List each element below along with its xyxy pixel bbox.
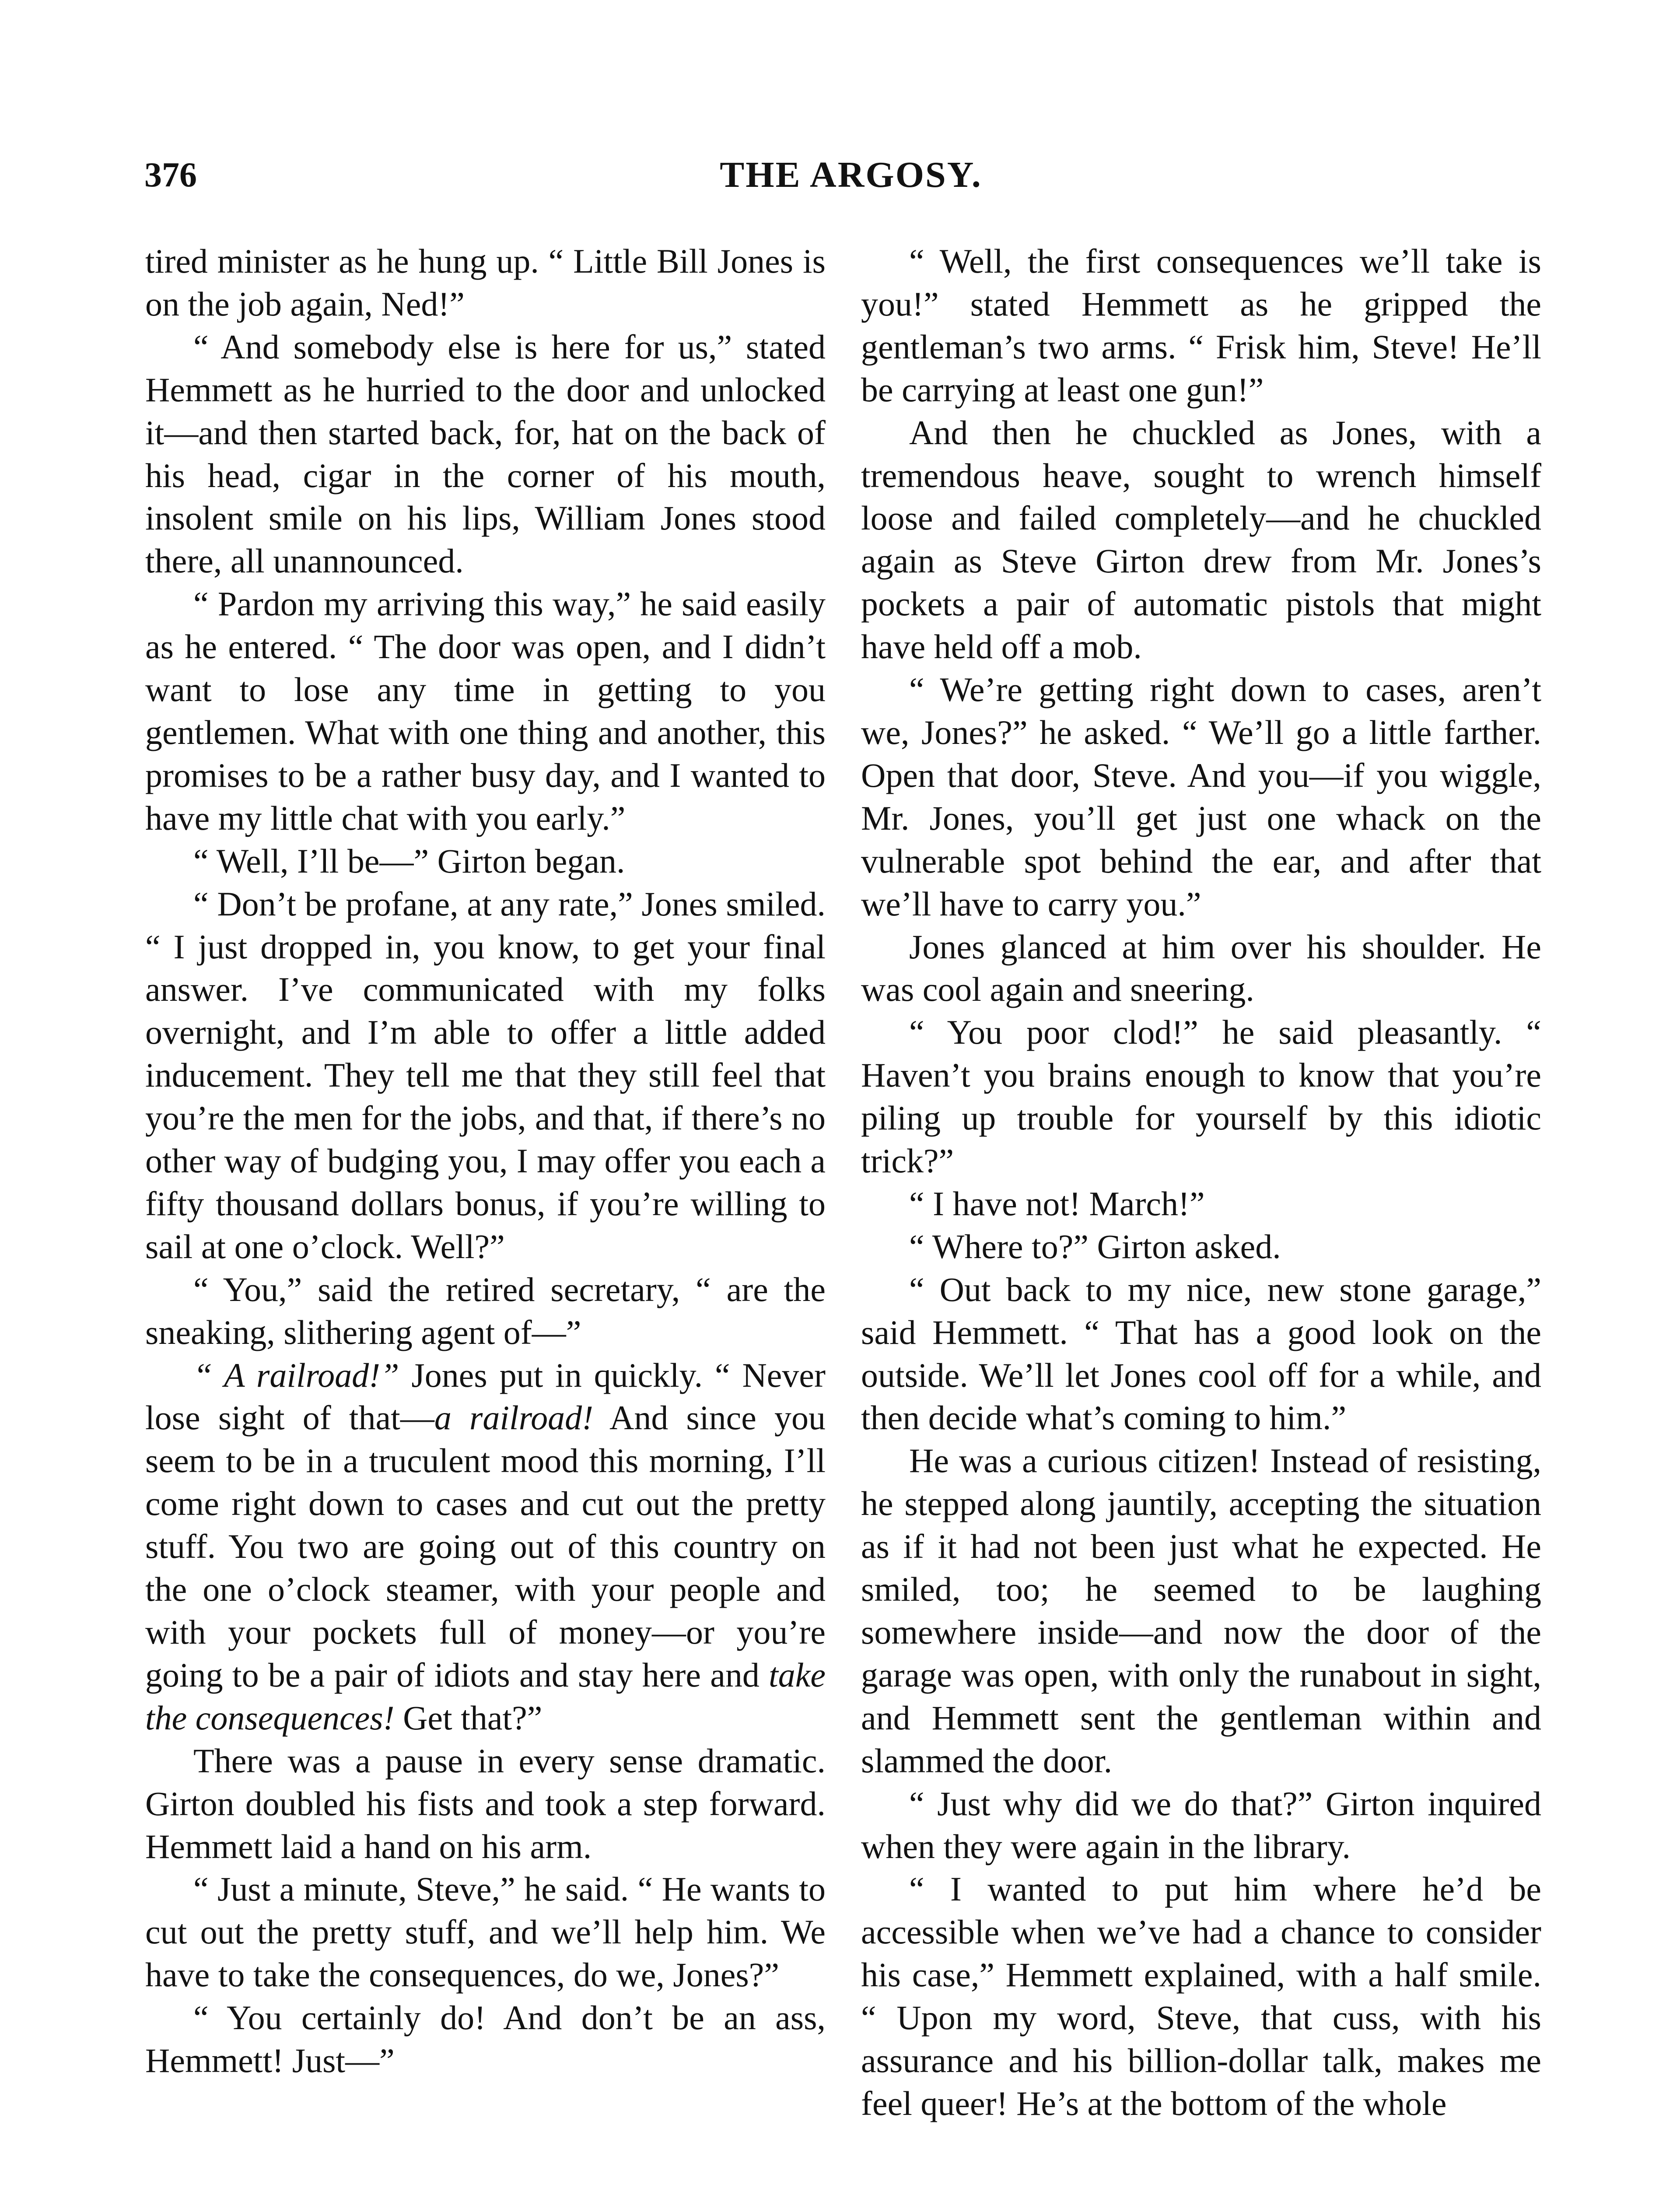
text-run: “ Don’t be profane, at any rate,” Jones smiled. “ I just dropped in, you know, to get your final answer. I’ve communicated with my folks overnight, and I’m able to offer a little added inducement. They tell me that they still feel that you’re the men for the jobs, and that, if there’s no other way of budging you, I may offer you each a fifty thousand dollars bonus, if you’re willing to sail at one o’clock. Well?” [145, 884, 826, 1266]
paragraph [145, 1868, 826, 1996]
text-run: “ I have not! March!” [909, 1184, 1205, 1223]
text-run: “ We’re getting right down to cases, aren’t we, Jones?” he asked. “ We’ll go a little farther. Open that door, Steve. And you—if you wiggle, Mr. Jones, you’ll get just one whack on the vulnerable spot behind the ear, and after that we’ll have to carry you.” [861, 670, 1541, 923]
text-run: There was a pause in every sense dramatic. Girton doubled his fists and took a step forward. Hemmett laid a hand on his arm. [145, 1741, 826, 1865]
text-run: tired minister as he hung up. “ Little Bill Jones is on the job again, Ned!” [145, 242, 826, 323]
paragraph [861, 1439, 1541, 1782]
text-run: “ Just why did we do that?” Girton inquired when they were again in the library. [861, 1784, 1541, 1865]
text-run: “ Pardon my arriving this way,” he said easily as he entered. “ The door was open, and I didn’t want to lose any time in getting to you gentlemen. What with one thing and another, this promises to be a rather busy day, and I wanted to have my little chat with you early.” [145, 585, 826, 837]
text-run: Jones put in quickly. “ Never lose sight of that— [145, 1356, 826, 1437]
paragraph [145, 840, 826, 883]
paragraph [145, 1996, 826, 2082]
paragraph [861, 926, 1541, 1011]
text-run: Get that?” [394, 1698, 542, 1737]
paragraph [861, 240, 1541, 411]
paragraph [145, 883, 826, 1268]
text-run: And then he chuckled as Jones, with a tremendous heave, sought to wrench himself loose and failed completely—and he chuckled again as Steve Girton drew from Mr. Jones’s pockets a pair of automatic pistols that might have held off a mob. [861, 413, 1541, 666]
paragraph [145, 240, 826, 326]
text-column-right [861, 240, 1541, 2125]
text-column-left [145, 240, 826, 2082]
text-run: “ Well, the first consequences we’ll take is you!” stated Hemmett as he gripped the gentleman’s two arms. “ Frisk him, Steve! He’ll be carrying at least one gun!” [861, 242, 1541, 409]
page-header [144, 151, 1558, 199]
paragraph [145, 326, 826, 582]
text-run: “ Just a minute, Steve,” he said. “ He wants to cut out the pretty stuff, and we’ll help him. We have to take the consequences, do we, Jones?” [145, 1870, 826, 1994]
paragraph [861, 1182, 1541, 1225]
text-run: Jones glanced at him over his shoulder. He was cool again and sneering. [861, 927, 1541, 1009]
paragraph [861, 1011, 1541, 1182]
paragraph [861, 668, 1541, 925]
page-number: 376 [144, 156, 197, 194]
paragraph [145, 1354, 826, 1739]
paragraph [145, 1268, 826, 1354]
text-run: “ I wanted to put him where he’d be accessible when we’ve had a chance to consider his case,” Hemmett explained, with a half smile. “ Upon my word, Steve, that cuss, with his assurance and his billion-dollar talk, makes me feel queer! He’s at the bottom of the whole [861, 1870, 1541, 2122]
paragraph [861, 1225, 1541, 1268]
paragraph [861, 411, 1541, 668]
paragraph [145, 582, 826, 839]
paragraph [861, 1868, 1541, 2125]
text-run: “ Where to?” Girton asked. [909, 1227, 1281, 1266]
running-title: THE ARGOSY. [720, 154, 982, 195]
paragraph [861, 1782, 1541, 1868]
text-run: “ And somebody else is here for us,” stated Hemmett as he hurried to the door and unlocked it—and then started back, for, hat on the back of his head, cigar in the corner of his mouth, insolent smile on his lips, William Jones stood there, all unannounced. [145, 327, 826, 580]
paragraph [145, 1739, 826, 1868]
italic-text: a railroad! [434, 1399, 594, 1437]
text-run: “ You,” said the retired secretary, “ are the sneaking, slithering agent of—” [145, 1270, 826, 1351]
text-run: He was a curious citizen! Instead of resisting, he stepped along jauntily, accepting the situation as if it had not been just what he expected. He smiled, too; he seemed to be laughing somewhere inside—and now the door of the garage was open, with only the runabout in sight, and Hemmett sent the gentleman within and slammed the door. [861, 1441, 1541, 1780]
text-run: “ You poor clod!” he said pleasantly. “ Haven’t you brains enough to know that you’re piling up trouble for yourself by this idiotic trick?” [861, 1013, 1541, 1180]
text-run: “ You certainly do! And don’t be an ass, Hemmett! Just—” [145, 1999, 826, 2080]
italic-text: take the consequences! [145, 1655, 826, 1737]
text-run: “ Well, I’ll be—” Girton began. [193, 842, 625, 880]
text-run: And since you seem to be in a truculent mood this morning, I’ll come right down to cases and cut out the pretty stuff. You two are going out of this country on the one o’clock steamer, with your people and with your pockets full of money—or you’re going to be a pair of idiots and stay here and [145, 1399, 826, 1694]
italic-text: “ A railroad!” [193, 1356, 399, 1394]
text-run: “ Out back to my nice, new stone garage,” said Hemmett. “ That has a good look on the outside. We’ll let Jones cool off for a while, and then decide what’s coming to him.” [861, 1270, 1541, 1437]
paragraph [861, 1268, 1541, 1440]
